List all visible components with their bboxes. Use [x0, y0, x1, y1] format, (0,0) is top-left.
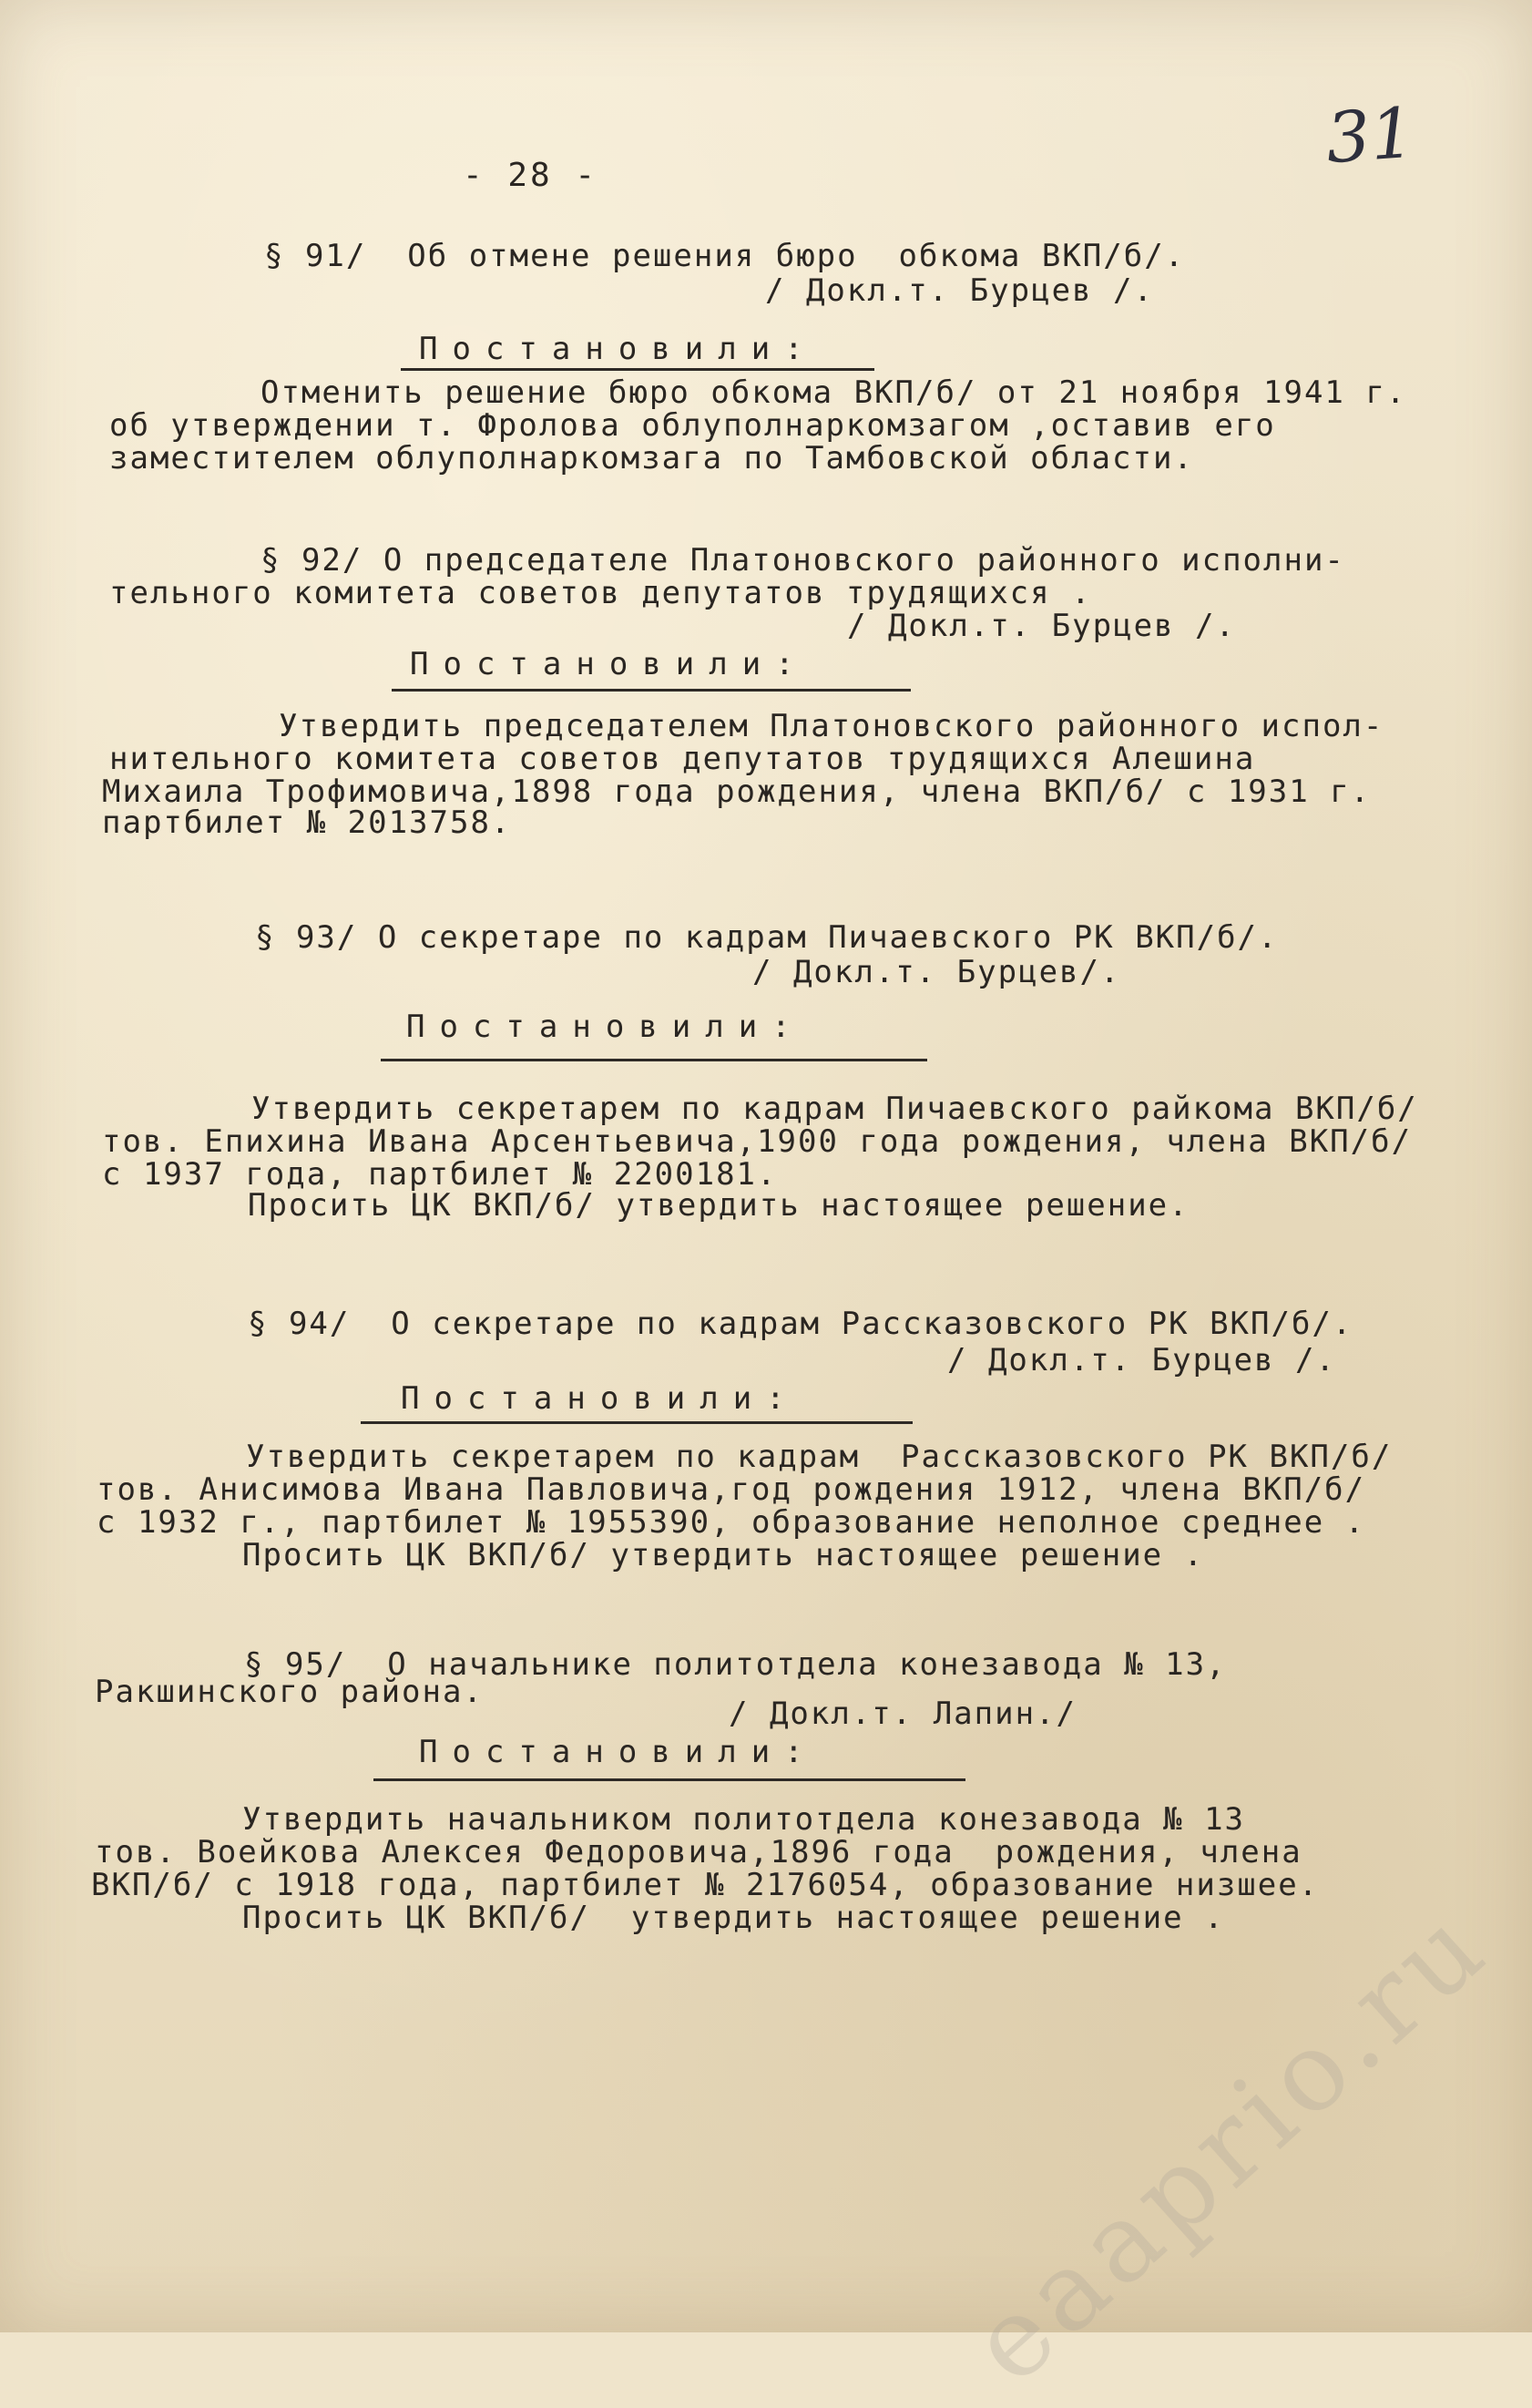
section-92-resolved-heading: Постановили:: [410, 646, 809, 682]
section-94-title-line-2: / Докл.т. Бурцев /.: [947, 1342, 1336, 1378]
section-93-body-line-3: с 1937 года, партбилет № 2200181.: [102, 1156, 778, 1193]
section-92-body-line-3: Михаила Трофимовича,1898 года рождения, члена ВКП/б/ с 1931 г.: [102, 774, 1372, 810]
section-92-title-line-3: / Докл.т. Бурцев /.: [847, 608, 1236, 644]
section-93-body-line-2: тов. Епихина Ивана Арсентьевича,1900 года рождения, члена ВКП/б/: [102, 1123, 1413, 1160]
section-94-resolved-underline: [361, 1421, 913, 1424]
section-92-body-line-2: нительного комитета советов депутатов трудящихся Алешина: [109, 741, 1256, 777]
section-92-title-line-1: § 92/ О председателе Платоновского районного исполни-: [260, 542, 1345, 579]
section-92-title-line-2: тельного комитета советов депутатов трудящихся .: [109, 575, 1092, 611]
section-91-title-line-2: / Докл.т. Бурцев /.: [765, 272, 1154, 309]
section-95-resolved-underline: [373, 1778, 965, 1781]
section-94-title-line-1: § 94/ О секретаре по кадрам Рассказовского РК ВКП/б/.: [248, 1306, 1353, 1342]
section-93-body-line-1: Утвердить секретарем по кадрам Пичаевского райкома ВКП/б/: [251, 1091, 1418, 1127]
section-95-body-line-1: Утвердить начальником политотдела конезавода № 13: [242, 1801, 1246, 1838]
section-92-body-line-4: партбилет № 2013758.: [102, 804, 512, 841]
section-94-body-line-4: Просить ЦК ВКП/б/ утвердить настоящее решение .: [242, 1537, 1205, 1573]
watermark: eaaprio.ru: [947, 1881, 1513, 2408]
section-95-body-line-4: Просить ЦК ВКП/б/ утвердить настоящее решение .: [242, 1900, 1225, 1936]
section-93-title-line-1: § 93/ О секретаре по кадрам Пичаевского РК ВКП/б/.: [255, 919, 1279, 956]
section-95-body-line-3: ВКП/б/ с 1918 года, партбилет № 2176054, образование низшее.: [91, 1867, 1320, 1903]
section-94-body-line-3: с 1932 г., партбилет № 1955390, образование неполное среднее .: [97, 1504, 1366, 1541]
section-92-body-line-1: Утвердить председателем Платоновского районного испол-: [279, 708, 1384, 744]
section-91-body-line-1: Отменить решение бюро обкома ВКП/б/ от 21 ноября 1941 г.: [260, 374, 1407, 411]
section-94-body-line-1: Утвердить секретарем по кадрам Рассказовского РК ВКП/б/: [246, 1439, 1393, 1475]
section-95-body-line-2: тов. Воейкова Алексея Федоровича,1896 года рождения, члена: [95, 1834, 1302, 1870]
folio-number: 31: [1323, 91, 1417, 179]
section-91-resolved-underline: [401, 368, 874, 371]
section-95-title-line-1: § 95/ О начальнике политотдела конезавода № 13,: [244, 1646, 1227, 1683]
section-95-title-line-2: Ракшинского района.: [95, 1674, 484, 1710]
section-95-resolved-heading: Постановили:: [419, 1734, 818, 1770]
section-93-title-line-2: / Докл.т. Бурцев/.: [752, 954, 1121, 990]
section-91-resolved-heading: Постановили:: [419, 331, 818, 367]
section-94-resolved-heading: Постановили:: [401, 1380, 800, 1417]
section-91-title-line-1: § 91/ Об отмене решения бюро обкома ВКП/б/.: [264, 238, 1186, 274]
page-number: - 28 -: [463, 157, 598, 194]
section-91-body-line-3: заместителем облуполнаркомзага по Тамбовской области.: [109, 440, 1194, 476]
section-93-resolved-heading: Постановили:: [406, 1009, 805, 1045]
section-92-resolved-underline: [392, 689, 911, 692]
section-93-resolved-underline: [381, 1059, 927, 1061]
section-91-body-line-2: об утверждении т. Фролова облуполнаркомзагом ,оставив его: [109, 407, 1276, 444]
section-94-body-line-2: тов. Анисимова Ивана Павловича,год рождения 1912, члена ВКП/б/: [97, 1471, 1366, 1508]
section-95-title-line-3: / Докл.т. Лапин./: [729, 1696, 1077, 1732]
section-93-body-line-4: Просить ЦК ВКП/б/ утвердить настоящее решение.: [248, 1187, 1190, 1224]
